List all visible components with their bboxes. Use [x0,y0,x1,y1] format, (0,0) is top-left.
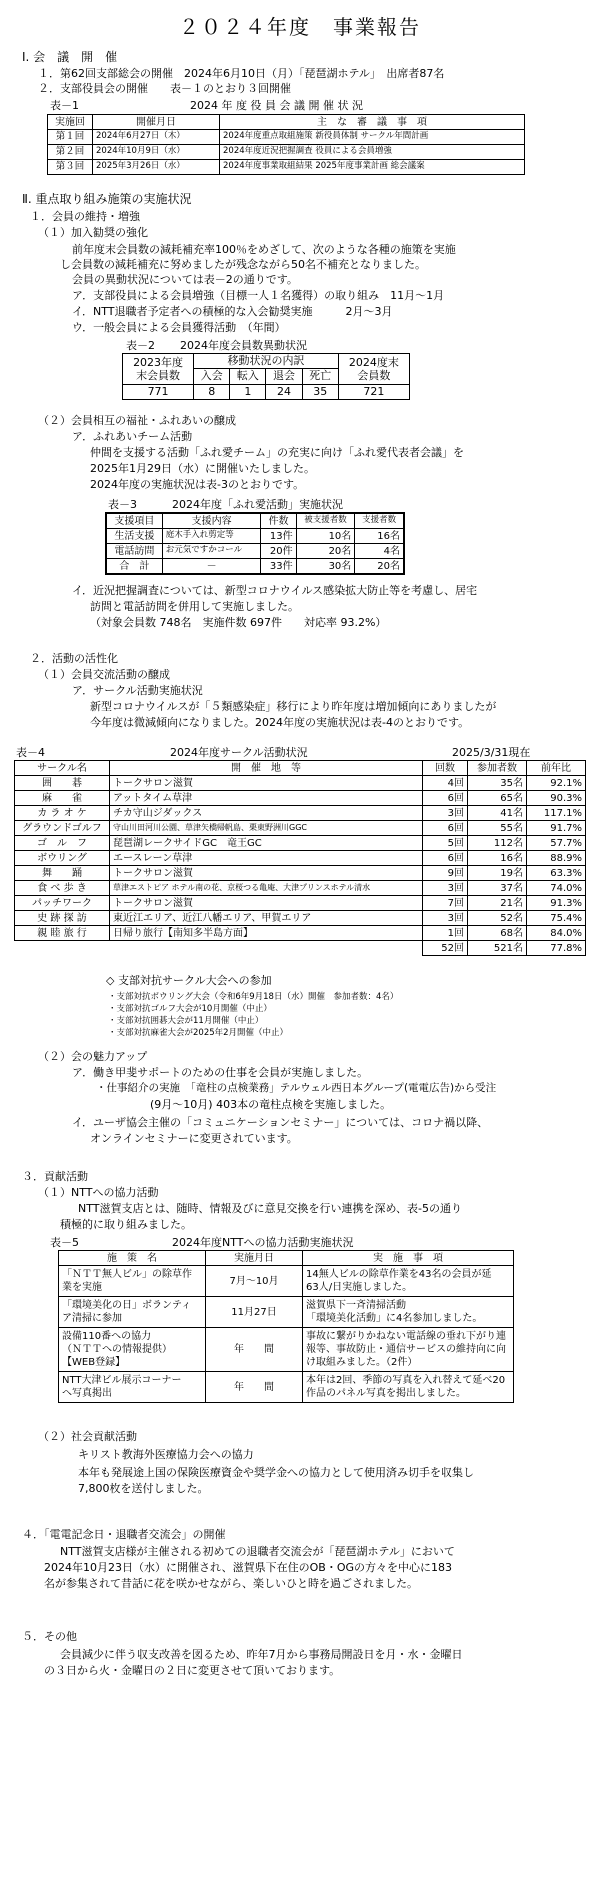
cell-line: 「ＮＴＴ無人ビル」の除草作 [62,1269,192,1280]
list-item: ・支部対抗ボウリング大会（令和6年9月18日（水）開催 参加者数：4名） [108,992,399,1002]
table-header-cell: 開 催 地 等 [110,761,423,776]
table-cell: 91.7% [527,821,586,836]
list-item: ・支部対抗麻雀大会が2025年2月開催（中止） [108,1028,289,1038]
cell-line: 本年は2回、季節の写真を入れ替えて延べ20 [306,1375,506,1386]
table-cell [303,1328,514,1372]
table-cell: 20名 [296,544,355,559]
paragraph-line: 2024年度の実施状況は表-3のとおりです。 [90,478,305,491]
table-row [123,384,410,399]
table-cell: 食 べ 歩 き [15,881,110,896]
table-row [59,1266,514,1297]
subsection-heading: ５．その他 [22,1630,77,1643]
table-cell: 52回 [423,941,468,956]
table-header-cell [338,354,409,385]
table-row [106,544,404,559]
paragraph-line: 2024年10月23日（水）に開催され、滋賀県下在住のOB・OGの方々を中心に183 [44,1561,453,1574]
table-total-row [15,941,586,956]
table-row [15,836,586,851]
table-cell: 16名 [355,529,404,544]
table5-body [59,1266,514,1403]
table-header-cell: 前年比 [527,761,586,776]
table-header-cell: 退会 [266,369,302,384]
table-cell: 521名 [468,941,527,956]
table-cell: 年 間 [206,1372,303,1403]
table2-title: 2024年度会員数異動状況 [180,339,307,352]
table-cell: 33件 [261,559,296,575]
table-cell [59,1266,206,1297]
table4-date: 2025/3/31現在 [452,746,531,759]
table-cell: 9回 [423,866,468,881]
header-line: 末会員数 [136,368,181,382]
table3-title: 2024年度「ふれ愛活動」実施状況 [172,498,343,511]
table-cell [303,1372,514,1403]
table-cell: 5回 [423,836,468,851]
table-cell: 88.9% [527,851,586,866]
table-cell: 東近江エリア、近江八幡エリア、甲賀エリア [110,911,423,926]
table-cell: 35名 [468,776,527,791]
table-row [15,881,586,896]
cell-line: け取組みました。（2件） [306,1357,418,1368]
table-cell: 37名 [468,881,527,896]
cell-line: へ写真掲出 [62,1388,112,1399]
table4-label: 表－4 [16,746,45,759]
table-cell: 3回 [423,881,468,896]
table-header-row [15,761,586,776]
table5-label: 表－5 [50,1236,79,1249]
table-cell: 35 [302,384,338,399]
table-cell: 75.4% [527,911,586,926]
table1 [47,114,525,175]
table-cell: 6回 [423,851,468,866]
section-1-heading-text: Ⅰ. 会 議 開 催 [22,50,118,64]
table-cell: 74.0% [527,881,586,896]
table-cell: 2024年度事業取組結果 2025年度事業計画 総会議案 [220,160,525,175]
table-row [48,130,525,145]
table-header-cell: 件数 [261,513,296,529]
header-line: 2024度末 [348,355,399,369]
paragraph-line: イ．ユーザ協会主催の「コミュニケーションセミナー」については、コロナ禍以降、 [72,1116,489,1129]
table-cell: 55名 [468,821,527,836]
table-cell: 電話訪問 [106,544,162,559]
table-cell: 2025年3月26日（水） [93,160,220,175]
table4-title: 2024年度サークル活動状況 [170,746,308,759]
table-cell: カ ラ オ ケ [15,806,110,821]
table-cell: 771 [123,384,194,399]
table-header-cell: 死亡 [302,369,338,384]
table-cell: 1 [230,384,266,399]
paragraph-line: 積極的に取り組みました。 [60,1218,192,1231]
table-cell: 1回 [423,926,468,941]
table-row [15,821,586,836]
table-cell: 52名 [468,911,527,926]
table-cell: 合 計 [106,559,162,575]
table-cell-empty [110,941,423,956]
table-header-cell: 支援項目 [106,513,162,529]
table-cell: － [162,559,261,575]
table-cell: パッチワーク [15,896,110,911]
table-cell: 8 [194,384,230,399]
table-cell: 第３回 [48,160,93,175]
table-cell: 史 跡 探 訪 [15,911,110,926]
table1-label: 表－1 [50,99,79,112]
table-cell: ボウリング [15,851,110,866]
table-cell: 21名 [468,896,527,911]
table-header-row [48,115,525,130]
paragraph-line: 本年も発展途上国の保険医療資金や奨学金への協力として使用済み切手を収集し [78,1466,474,1479]
table-cell: お元気ですかコール [162,544,261,559]
cell-line: 業を実施 [62,1282,102,1293]
table-header-cell: 主 な 審 議 事 項 [220,115,525,130]
circle-tournament-heading: ◇ 支部対抗サークル大会への参加 [106,974,272,987]
paragraph-line: オンラインセミナーに変更されています。 [90,1132,298,1145]
cell-line: 14無人ビルの除草作業を43名の会員が延 [306,1269,492,1280]
table-cell: 20名 [355,559,404,575]
table-cell [303,1266,514,1297]
table-cell: 4回 [423,776,468,791]
table-cell [59,1328,206,1372]
subsection-heading: （１）会員交流活動の醸成 [38,668,170,681]
subsection-heading: （１）NTTへの協力活動 [38,1186,159,1199]
table-cell: 13件 [261,529,296,544]
paragraph-line: 今年度は微減傾向になりました。2024年度の実施状況は表-4のとおりです。 [90,716,470,729]
item-heading: ア．ふれあいチーム活動 [72,430,193,443]
table-header-cell: 移動状況の内訳 [194,354,339,369]
table-row [15,911,586,926]
paragraph-line: 2025年1月29日（水）に開催いたしました。 [90,462,315,475]
table-cell: 2024年度近況把握調査 役員による会員増強 [220,145,525,160]
table-row [15,896,586,911]
item-heading: キリスト教海外医療協力会への協力 [78,1448,254,1461]
table2-label: 表－2 [126,339,155,352]
table-cell: 3回 [423,911,468,926]
paragraph-line: 会員減少に伴う収支改善を図るため、昨年7月から事務局開設日を月・水・金曜日 [60,1648,463,1661]
table-total-row [106,559,404,575]
cell-line: 滋賀県下一斉清掃活動 [306,1300,406,1311]
table-cell: 63.3% [527,866,586,881]
cell-line: 事故に繋がりかねない電話線の垂れ下がり連 [306,1331,506,1342]
cell-line: 設備110番への協力 [62,1331,152,1342]
table-cell: 16名 [468,851,527,866]
table-cell: 30名 [296,559,355,575]
table-cell: 6回 [423,791,468,806]
table-cell: 2024年10月9日（水） [93,145,220,160]
table-header-row [106,513,404,529]
table-header-cell: 施 策 名 [59,1251,206,1266]
subsection-heading: （１）加入勧奨の強化 [38,226,148,239]
paragraph-line: し会員数の減耗補充に努めましたが残念ながら50名不補充となりました。 [60,258,426,271]
section-2-heading: Ⅱ. 重点取り組み施策の実施状況 [22,192,192,206]
table-row [106,529,404,544]
measure-item: ウ．一般会員による会員獲得活動 （年間） [72,321,286,334]
table-cell: 草津エストピア ホテル南の花、京桜つる亀庵、大津プリンスホテル清水 [110,881,423,896]
table-cell: 年 間 [206,1328,303,1372]
subsection-heading: （２）社会貢献活動 [38,1430,137,1443]
table-cell: 57.7% [527,836,586,851]
table-cell: アットタイム草津 [110,791,423,806]
table-cell-empty [15,941,110,956]
table-cell: 84.0% [527,926,586,941]
table-cell: 91.3% [527,896,586,911]
header-line: 会員数 [357,368,391,382]
cell-line: ア清掃に参加 [62,1313,122,1324]
table1-title: 2024 年 度 役 員 会 議 開 催 状 況 [190,99,363,112]
paragraph-line: NTT滋賀支店とは、随時、情報及びに意見交換を行い連携を深め、表-5の通り [78,1202,462,1215]
table-header-cell: 実施月日 [206,1251,303,1266]
table-cell: 3回 [423,806,468,821]
table-header-cell: 転入 [230,369,266,384]
table-cell: 2024年6月27日（木） [93,130,220,145]
table-cell: 守山川田河川公園、草津矢橋帰帆島、栗東野洲川GGC [110,821,423,836]
table-cell: ゴ ル フ [15,836,110,851]
table4 [14,760,586,956]
table-cell: 41名 [468,806,527,821]
paragraph-line: 訪問と電話訪問を併用して実施しました。 [90,600,299,613]
table-cell: 117.1% [527,806,586,821]
table-header-cell: 支援者数 [355,513,404,529]
board-meeting-item: ２．支部役員会の開催 表－１のとおり３回開催 [38,82,291,95]
table-cell: 90.3% [527,791,586,806]
table-cell: エースレーン草津 [110,851,423,866]
paragraph-line: 仲間を支援する活動「ふれ愛チーム」の充実に向け「ふれ愛代表者会議」を [90,446,464,459]
table-row [15,806,586,821]
table-cell: チカ守山ジダックス [110,806,423,821]
table-cell: 721 [338,384,409,399]
cell-line: 報等、事故防止・通信サービスの維持向に向 [306,1344,506,1355]
subsection-heading: １．会員の維持・増強 [30,210,140,223]
table-cell: 6回 [423,821,468,836]
subsection-heading: ２．活動の活性化 [30,652,118,665]
table4-body [15,776,586,941]
paragraph-line: 会員の異動状況については表－2の通りです。 [72,273,298,286]
table-header-cell: 入会 [194,369,230,384]
paragraph-line: NTT滋賀支店様が主催される初めての退職者交流会が「琵琶湖ホテル」において [60,1545,455,1558]
item-heading: ア．働き甲斐サポートのための仕事を会員が実施しました。 [72,1066,369,1079]
paragraph-line: ・仕事紹介の実施 「竜柱の点検業務」テルウェル西日本グループ(電電広告)から受注 [96,1082,497,1094]
paragraph-line: 7,800枚を送付しました。 [78,1482,209,1495]
table-header-cell: 実施回 [48,115,93,130]
table-cell: 4名 [355,544,404,559]
table-cell: グラウンドゴルフ [15,821,110,836]
table-cell [59,1297,206,1328]
page-title: ２０２４年度 事業報告 [179,15,421,39]
subsection-heading: （２）会員相互の福祉・ふれあいの醸成 [38,414,236,427]
table-row [48,145,525,160]
table3-label: 表－3 [108,498,137,511]
table-cell: 第２回 [48,145,93,160]
subsection-heading: （２）会の魅力アップ [38,1050,148,1063]
table-row [15,791,586,806]
table-cell: 琵琶湖レークサイドGC 竜王GC [110,836,423,851]
cell-line: （ＮＴＴへの情報提供） [62,1344,172,1355]
table-row [59,1328,514,1372]
table-header-row [59,1251,514,1266]
table-row [59,1372,514,1403]
measure-item: ア．支部役員による会員増強（目標一人１名獲得）の取り組み 11月～1月 [72,289,445,302]
cell-line: 63人/日実施しました。 [306,1282,413,1293]
table-cell [303,1297,514,1328]
table3 [105,512,405,575]
paragraph-line: 新型コロナウイルスが「５類感染症」移行により昨年度は増加傾向にありましたが [90,700,497,713]
item-heading: ア．サークル活動実施状況 [72,684,203,697]
subsection-heading: ４．「電電記念日・退職者交流会」の開催 [22,1528,226,1541]
paragraph-line: イ．近況把握調査については、新型コロナウイルス感染拡大防止等を考慮し、居宅 [72,584,478,597]
table-header-cell: 支援内容 [162,513,261,529]
table-cell: 第１回 [48,130,93,145]
table-header-cell: 参加者数 [468,761,527,776]
table-cell: 舞 踊 [15,866,110,881]
table-header-row [123,354,410,369]
table-row [59,1297,514,1328]
table-cell: 日帰り旅行【南知多半島方面】 [110,926,423,941]
table-header-cell: 実 施 事 項 [303,1251,514,1266]
table-cell: トークサロン滋賀 [110,896,423,911]
paragraph-line: の３日から火・金曜日の２日に変更させて頂いております。 [44,1664,341,1677]
list-item: ・支部対抗囲碁大会が11月開催（中止） [108,1016,264,1026]
table-cell: 10名 [296,529,355,544]
table-header-cell: 開催月日 [93,115,220,130]
cell-line: 【WEB登録】 [62,1357,126,1368]
subsection-heading: ３．貢献活動 [22,1170,88,1183]
cell-line: 作品のパネル写真を掲出しました。 [306,1388,466,1399]
table5 [58,1250,514,1403]
table-row [48,160,525,175]
paragraph-line: 名が参集されて昔話に花を咲かせながら、楽しいひと時を過ごされました。 [44,1577,418,1590]
table2 [122,353,410,400]
table-row [15,866,586,881]
table-cell: 19名 [468,866,527,881]
cell-line: 「環境美化活動」に4名参加しました。 [306,1313,483,1324]
table-row [15,851,586,866]
list-item: ・支部対抗ゴルフ大会が10月開催（中止） [108,1004,272,1014]
paragraph-line: （対象会員数 748名 実施件数 697件 対応率 93.2%） [90,616,387,629]
table-cell: 2024年度重点取組施策 新役員体制 サークル年間計画 [220,130,525,145]
header-line: 2023年度 [133,355,184,369]
table-header-cell: 被支援者数 [296,513,355,529]
table-cell: 112名 [468,836,527,851]
table-cell: 20件 [261,544,296,559]
cell-line: NTT大津ビル展示コーナー [62,1375,182,1386]
paragraph-line: 前年度末会員数の減耗補充率100％をめざして、次のような各種の施策を実施 [72,243,456,256]
measure-item: イ．NTT退職者予定者への積極的な入会勧奨実施 2月～3月 [72,305,393,318]
table-header-cell: サークル名 [15,761,110,776]
table-cell: 親 睦 旅 行 [15,926,110,941]
table-cell: 庭木手入れ剪定等 [162,529,261,544]
table-cell: 7月～10月 [206,1266,303,1297]
paragraph-line: (9月～10月) 403本の竜柱点検を実施しました。 [150,1098,392,1111]
table-row [15,926,586,941]
cell-line: 「環境美化の日」ボランティ [62,1300,192,1311]
table-cell: 生活支援 [106,529,162,544]
table-cell: 11月27日 [206,1297,303,1328]
table-cell: 92.1% [527,776,586,791]
table-cell: 囲 碁 [15,776,110,791]
table-header-cell: 回数 [423,761,468,776]
table5-title: 2024年度NTTへの協力活動実施状況 [172,1236,354,1249]
table-cell: トークサロン滋賀 [110,866,423,881]
table-cell: 68名 [468,926,527,941]
table-header-cell [123,354,194,385]
general-meeting-item: １．第62回支部総会の開催 2024年6月10日（月）「琵琶湖ホテル」 出席者87名 [38,67,445,80]
table-cell [59,1372,206,1403]
table-cell: 麻 雀 [15,791,110,806]
table-cell: トークサロン滋賀 [110,776,423,791]
table-cell: 65名 [468,791,527,806]
table-cell: 24 [266,384,302,399]
table-row [15,776,586,791]
table-cell: 77.8% [527,941,586,956]
table-cell: 7回 [423,896,468,911]
